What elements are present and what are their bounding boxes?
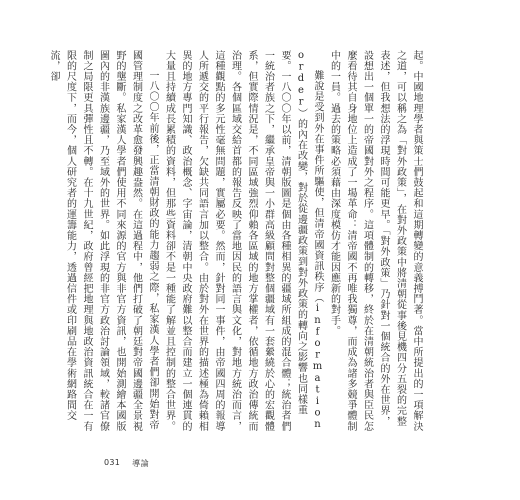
paragraph-3: 一八〇〇年前後，正當清朝財政的能力趨弱之際，私家漢人學者們卻開始對帝國管理制度之改革愈發興趣盎然。在這過程中，他們打破了朝廷對帝國邊疆全景視野的壟斷。私家漢人學者們使用不同來源的官方與非官方資訊，也開始測繪本國版圖內的非漢族邊疆，乃至域外的世界。如此浮現的非官方政治討論領域，較諸官僚制之局限更具彈性且不轉。在十九世紀，政府曾經把地理與地政治資訊統合在一有限的尺度下，而今，個人研究者的運籌能力，透過信件或印刷品在學術網路間交流，卻 <box>48 50 158 432</box>
paragraph-2: 難說是受到外在事件所驅使，但清帝國資訊秩序（information order）的內在改變，對於從邊疆政策到對外政策的轉向之影響也同樣重要。一八〇〇年以前，清朝版圖是個由各種相異的疆域所組成的混合體；統治者們一統治者族之下，繼承皇帝與一小群高級顧問對整個疆域有一套縈繞於心的宏觀體系，但實際情況是，不同區域強烈仰賴各區域的地方掌權者，依循地方政治傳統而治理。各個區域交給首都的報告反映了當地因民的語言與文化，對地方統治而言，這種觀點的多元性毫無問題，實屬必要。然而，針對同一事件，由帝國四周的報導人所遞交的平行報告，欠缺共同語言加以整合。由於對外在世界的描述極為倚賴相異的地方專門知識、政治概念、字宙論，清朝中央政府難以整合而建立一個連貫的大量且持續成長累積的資料，但那些資料卻不是一種能了解並且控制的整合世界。 <box>163 50 323 432</box>
paragraph-1: 起。中國地理學者與策士們鼓起和這期轉變的意義搏鬥著。當中所提出的一項解決之道，可以稱之為「對外政策」，在對外政策中將清朝從事後見機四分五裂的完整表述，但我想法的浮現時間可能更早。「對外政策」乃針對一個統合的外在世界，設想出一個單一的帝國對外之程序。這項體制的轉移，終於在清朝統治者與臣民怎麼看待其自身地位上造成了一場革命：清帝國不再唯我獨尊，而成為諸多競爭體制中的一員。過去的策略必須藉由深度模仿才能因應新的對手。 <box>328 50 422 432</box>
page-footer <box>104 458 149 469</box>
body-text <box>48 50 424 432</box>
page-number: 031 <box>104 458 121 467</box>
running-head: 導論 <box>132 459 150 468</box>
